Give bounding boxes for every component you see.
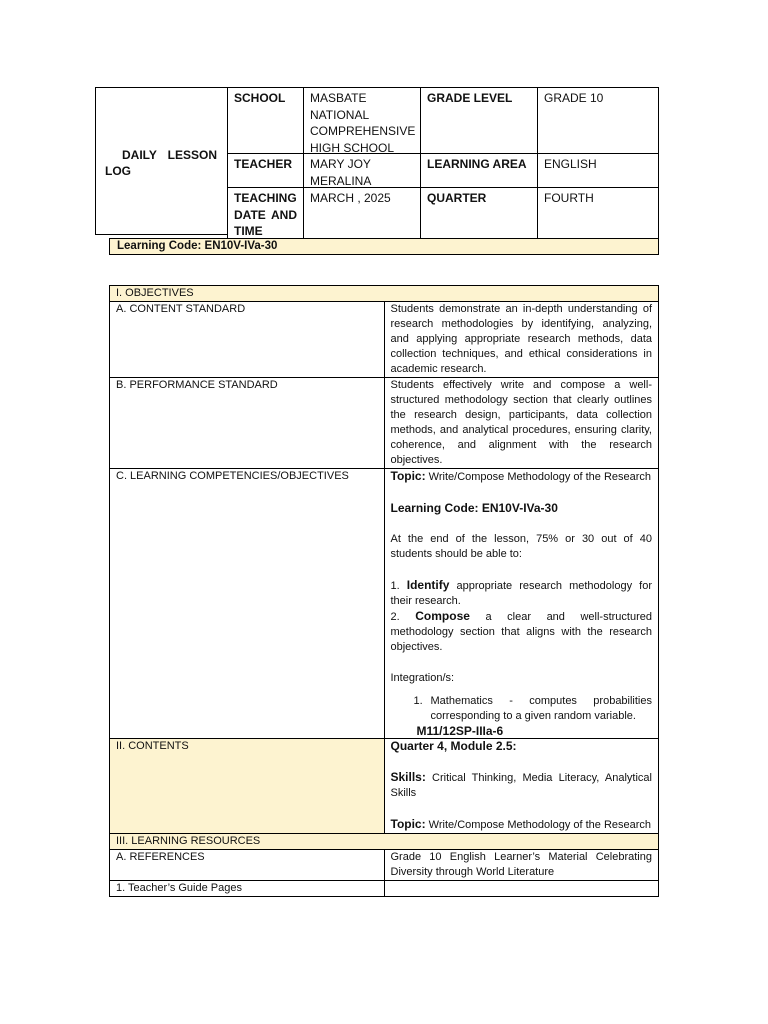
contents-content [384, 739, 659, 834]
quarter-label: QUARTER [420, 187, 538, 239]
teachers-guide-row [110, 881, 659, 897]
quarter-value: FOURTH [537, 187, 659, 239]
dll-title-cell [95, 87, 228, 235]
objective-2-verb: Compose [415, 609, 470, 623]
contents-skills-label: Skills: [390, 770, 426, 784]
competencies-content [384, 469, 659, 739]
references-label: A. REFERENCES [110, 850, 385, 881]
contents-skills [391, 770, 653, 801]
grade-level-label: GRADE LEVEL [420, 87, 538, 154]
teaching-date-label: TEACHING DATE AND TIME [227, 187, 304, 239]
school-value: MASBATE NATIONAL COMPREHENSIVE HIGH SCHOOL [303, 87, 421, 154]
integration-1-text: Mathematics - computes probabilities corresponding to a given random variable. [430, 695, 652, 722]
competencies-label: C. LEARNING COMPETENCIES/OBJECTIVES [110, 469, 385, 739]
objective-1-verb: Identify [406, 578, 450, 592]
performance-standard-label: B. PERFORMANCE STANDARD [110, 378, 385, 469]
competencies-row [110, 469, 659, 739]
competencies-topic-label: Topic: [390, 469, 426, 483]
school-label: SCHOOL [227, 87, 304, 154]
dll-title-word3: LOG [105, 164, 131, 178]
objectives-heading: I. OBJECTIVES [110, 286, 659, 302]
objective-2-text: a clear and well-structured methodology section that aligns with the research objectives. [390, 611, 652, 653]
resources-heading: III. LEARNING RESOURCES [110, 834, 659, 850]
contents-heading: II. CONTENTS [110, 739, 385, 834]
integration-label: Integration/s: [390, 672, 455, 684]
content-standard-row [110, 302, 659, 378]
objective-item-1 [391, 578, 653, 609]
competencies-topic [391, 469, 653, 485]
objective-1-text: appropriate research methodology for their research. [390, 580, 652, 607]
content-standard-text: Students demonstrate an in-depth understanding of research methodologies by identifying, analyzing, and applying appropriate research methods, data collection techniques, and ethical considerations in academic research. [384, 302, 659, 378]
teacher-label: TEACHER [227, 153, 304, 188]
lesson-plan-table [109, 285, 659, 897]
dll-title-word2: LESSON [167, 148, 217, 162]
resources-heading-row [110, 834, 659, 850]
objective-item-2 [391, 609, 653, 655]
grade-level-value: GRADE 10 [537, 87, 659, 154]
integration-1-code: M11/12SP-IIIa-6 [416, 724, 504, 738]
references-row [110, 850, 659, 881]
performance-standard-text: Students effectively write and compose a well-structured methodology section that clearly outlines the research design, participants, data collection methods, and analytical procedures, ensuring clarity, coherence, and alignment with the research objectives. [384, 378, 659, 469]
dll-title-word1: DAILY [122, 148, 157, 162]
dll-title [105, 147, 217, 179]
dll-header-table [95, 87, 659, 239]
objective-2-number: 2. [390, 611, 400, 623]
learning-code-bar: Learning Code: EN10V-IVa-30 [109, 238, 659, 255]
contents-topic-text: Write/Compose Methodology of the Research [428, 819, 652, 831]
objectives-heading-row [110, 286, 659, 302]
teaching-date-value: MARCH , 2025 [303, 187, 421, 239]
contents-module: Quarter 4, Module 2.5: [390, 739, 517, 753]
competencies-intro: At the end of the lesson, 75% or 30 out of 40 students should be able to: [390, 533, 652, 560]
contents-topic-label: Topic: [390, 817, 426, 831]
contents-row [110, 739, 659, 834]
contents-skills-text: Critical Thinking, Media Literacy, Analytical Skills [390, 772, 652, 799]
learning-area-label: LEARNING AREA [420, 153, 538, 188]
competencies-learning-code: Learning Code: EN10V-IVa-30 [390, 501, 558, 515]
performance-standard-row [110, 378, 659, 469]
integration-list [391, 694, 653, 724]
teachers-guide-label: 1. Teacher’s Guide Pages [110, 881, 385, 897]
contents-topic [391, 817, 653, 833]
objective-1-number: 1. [390, 580, 400, 592]
teachers-guide-value [384, 881, 659, 897]
learning-area-value: ENGLISH [537, 153, 659, 188]
integration-1-number: 1. [413, 695, 423, 707]
content-standard-label: A. CONTENT STANDARD [110, 302, 385, 378]
teacher-value: MARY JOY MERALINA [303, 153, 421, 188]
competencies-topic-text: Write/Compose Methodology of the Research [428, 471, 652, 483]
integration-item-1 [414, 694, 653, 724]
references-text: Grade 10 English Learner’s Material Celebrating Diversity through World Literature [384, 850, 659, 881]
